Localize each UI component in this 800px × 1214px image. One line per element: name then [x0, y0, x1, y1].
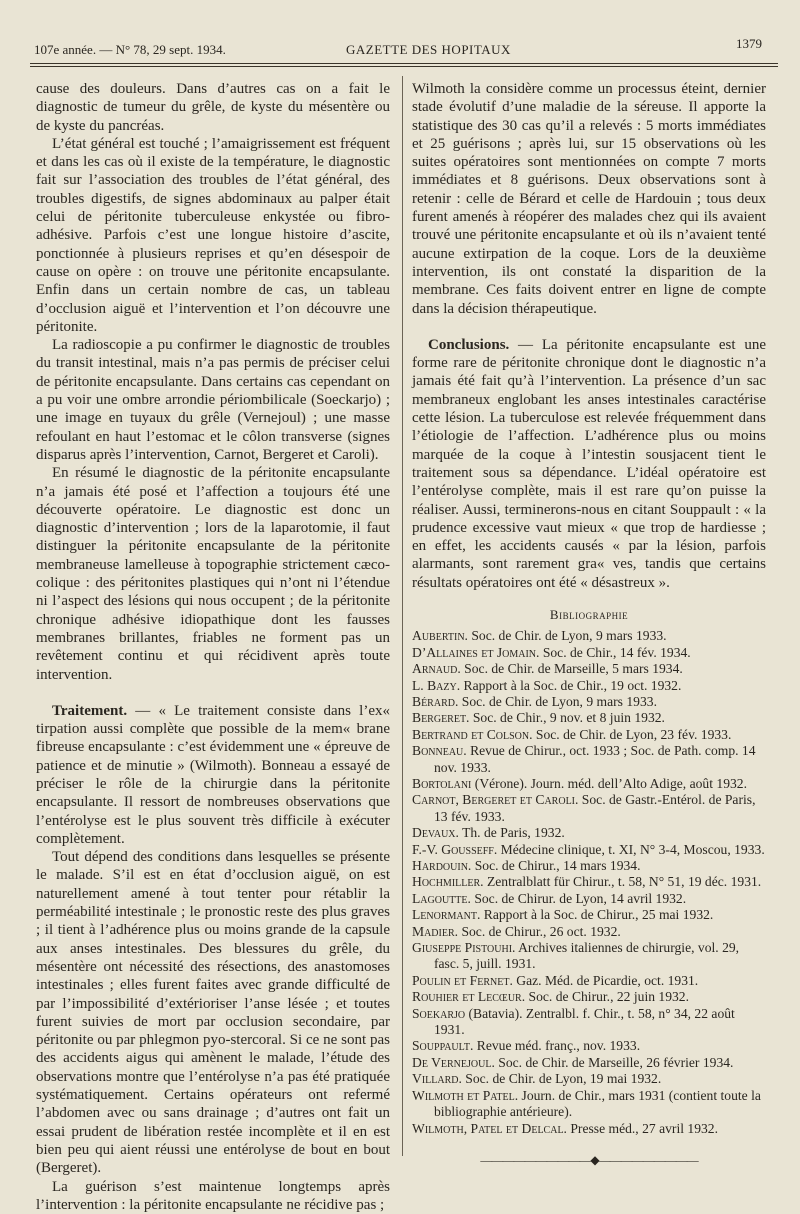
- entry-author: Villard.: [412, 1071, 462, 1087]
- entry-author: Bortolani: [412, 775, 472, 791]
- bibliography-entry: [412, 776, 766, 792]
- bibliography-entry: [412, 989, 766, 1005]
- entry-author: Hochmiller.: [412, 874, 484, 890]
- entry-author: D’Allaines et Jomain.: [412, 644, 540, 660]
- entry-author: Aubertin.: [412, 628, 468, 644]
- bibliography-entry: [412, 874, 766, 890]
- section-heading: Traitement.: [52, 702, 128, 719]
- entry-reference: Zentralblatt für Chirur., t. 58, N° 51, 19 déc. 1931.: [483, 874, 762, 890]
- journal-title: GAZETTE DES HOPITAUX: [346, 42, 511, 57]
- left-column: [36, 80, 390, 1214]
- bibliography-entry: [412, 1088, 766, 1121]
- entry-reference: Soc. de Chirur., 26 oct. 1932.: [458, 923, 621, 939]
- entry-author: Souppault.: [412, 1038, 474, 1054]
- header-rule: [30, 63, 778, 64]
- header-rule-thin: [30, 66, 778, 67]
- entry-author: Hardouin.: [412, 858, 472, 873]
- paragraph-treatment: [36, 702, 390, 848]
- bibliography-entry: [412, 694, 766, 710]
- bibliography-entry: [412, 743, 766, 776]
- paragraph: Tout dépend des conditions dans lesquelles se présente le malade. S’il est en état d’occlusion aiguë, on est naturellement amené à tout tenter pour rétablir la perméabilité intestinale ; le pronostic reste des plus graves ; il tient à l’adhérence plus ou moins grande de la capsule aux anses intestinales. Des blessures du grêle, du mésentère ont nécessité des résections, des anastomoses intestinales ; elles furent faites avec grande difficulté de par l’impossibilité d’extérioriser l’anse lésée ; et toutes furent suivies de mort par occlusion secondaire, par péritonite ou par phlegmon pyo-stercoral. Si ce ne sont pas des accidents aigus qui amènent le malade, l’étude des observations montre que l’entérolyse n’a pas été pratiquée systématiquement. Certains opérateurs ont refermé l’abdomen avec ou sans drainage ; d’autres ont fait un essai prudent de libération restée incomplète et il en est bien peu qui aient réussi une entérolyse de bout en bout (Bergeret).: [36, 849, 390, 1177]
- entry-author: Bérard.: [412, 693, 459, 709]
- entry-reference: Soc. de Gastr.-Entérol. de Paris, 13 fév. 1933.: [434, 792, 756, 824]
- entry-author: Devaux.: [412, 825, 459, 841]
- entry-reference: Soc. de Chirur., 22 juin 1932.: [525, 989, 689, 1005]
- entry-author: Bergeret.: [412, 710, 470, 726]
- end-ornament: ——————————◆—————————: [480, 1152, 698, 1167]
- entry-reference: Revue de Chirur., oct. 1933 ; Soc. de Path. comp. 14 nov. 1933.: [434, 743, 756, 775]
- paragraph-conclusions: [412, 336, 766, 592]
- paragraph-text: — « Le traitement consiste dans l’ex« tirpation aussi complète que possible de la mem« brane fibreuse encapsulante : c’est évidemment une « épreuve de patience et de minutie » (Wilmoth). Bonneau a essayé de préciser le rôle de la chirurgie dans la péritonite encapsulante. Il ressort de nombreuses observations que l’entérolyse est le plus souvent très difficile à exécuter complètement.: [36, 702, 390, 847]
- entry-author: Poulin et Fernet.: [412, 972, 513, 988]
- entry-reference: Soc. de Chirur., 14 mars 1934.: [471, 858, 641, 873]
- bibliography-entry: [412, 907, 766, 923]
- bibliography-entry: [412, 891, 766, 907]
- paragraph: La guérison s’est maintenue longtemps après l’intervention : la péritonite encapsulante ne récidive pas ;: [36, 1178, 390, 1213]
- entry-reference: Soc. de Chir., 9 nov. et 8 juin 1932.: [469, 710, 665, 726]
- entry-author: Soekarjo: [412, 1005, 466, 1021]
- bibliography-entry: [412, 1055, 766, 1071]
- bibliography-entry: [412, 710, 766, 726]
- entry-reference: Soc. de Chir. de Lyon, 19 mai 1932.: [461, 1071, 662, 1087]
- bibliography-entry: [412, 924, 766, 940]
- bibliography-entry: [412, 645, 766, 661]
- bibliography-entry: [412, 973, 766, 989]
- entry-reference: (Batavia). Zentralbl. f. Chir., t. 58, n° 34, 22 août 1931.: [434, 1005, 735, 1038]
- entry-reference: Soc. de Chir. de Marseille, 26 février 1934.: [494, 1054, 734, 1070]
- entry-author: Arnaud.: [412, 661, 461, 677]
- running-header: [30, 36, 770, 60]
- entry-author: De Vernejoul.: [412, 1054, 495, 1070]
- entry-reference: Journ. de Chir., mars 1931 (contient toute la bibliographie antérieure).: [434, 1087, 761, 1120]
- bibliography-entry: [412, 1071, 766, 1087]
- entry-reference: Rapport à la Soc. de Chir., 19 oct. 1932.: [460, 677, 682, 693]
- entry-reference: Soc. de Chir. de Lyon, 9 mars 1933.: [467, 628, 667, 644]
- bibliography-entry: [412, 842, 766, 858]
- entry-reference: (Vérone). Journ. méd. dell’Alto Adige, août 1932.: [471, 775, 747, 791]
- paragraph: En résumé le diagnostic de la péritonite encapsulante n’a jamais été posé et l’affection a toujours été une découverte opératoire. Le diagnostic est donc un diagnostic d’intervention ; lors de la laparotomie, il faut distinguer la péritonite encapsulante de la péritonite membraneuse lamelleuse à topographie strictement cæco-colique : des péritonites plastiques qui n’ont ni l’étendue ni l’aspect des lésions qui nous occupent ; de la péritonite chronique adhésive idiopathique dont les fausses membranes brillantes, friables ne forment pas un revêtement continu et qui récidivent après toute intervention.: [36, 465, 390, 683]
- page-number: 1379: [736, 36, 762, 51]
- bibliography-entry: [412, 792, 766, 825]
- entry-reference: Soc. de Chir. de Marseille, 5 mars 1934.: [460, 661, 683, 677]
- bibliography-entry: [412, 1038, 766, 1054]
- bibliography-entry: [412, 825, 766, 841]
- entry-reference: Revue méd. franç., nov. 1933.: [473, 1038, 641, 1054]
- paragraph: cause des douleurs. Dans d’autres cas on a fait le diagnostic de tumeur du grêle, de kyste du mésentère ou de kyste du pancréas.: [36, 81, 390, 134]
- entry-reference: Soc. de Chirur. de Lyon, 14 avril 1932.: [470, 890, 687, 906]
- entry-author: Rouhier et Lecœur.: [412, 989, 526, 1005]
- entry-author: Lagoutte.: [412, 890, 471, 906]
- paragraph-text: — La péritonite encapsulante est une forme rare de péritonite chronique dont le diagnostic n’a jamais été fait qu’à l’intervention. La présence d’un sac membraneux englobant les anses intestinales caractérise cette lésion. La tuberculose est relevée fréquemment dans l’étiologie de l’affection. L’adhérence plus ou moins marquée de la coque à l’intestin sousjacent tient le traitement sous sa dépendance. L’idéal opératoire est l’entérolyse complète, mais il est rare qu’on puisse la réaliser. Aussi, terminerons-nous en citant Souppault : « la prudence excessive vaut mieux « que trop de hardiesse ; en effet, les accidents causés « par la lésion, parfois alarmants, sont rarement gra« ves, tandis que certains résultats opératoires ont été « désastreux ».: [412, 336, 766, 591]
- bibliography-entry: [412, 727, 766, 743]
- entry-author: Bertrand et Colson.: [412, 726, 533, 742]
- bibliography-heading: Bibliographie: [549, 607, 629, 623]
- entry-reference: Soc. de Chir. de Lyon, 9 mars 1933.: [458, 693, 657, 709]
- column-divider: [402, 76, 403, 1156]
- entry-author: Lenormant.: [412, 907, 481, 923]
- paragraph: La radioscopie a pu confirmer le diagnostic de troubles du transit intestinal, mais n’a pas permis de préciser celui de péritonite encapsulante. Dans certains cas cependant on a pu voir une ombre arrondie périombilicale (Soeckarjo) ; une image en tuyaux du grêle (Vernejoul) ; une masse refoulant en haut l’estomac et le côlon transverse (signes disparus après l’intervention, Carnot, Bergeret et Caroli).: [36, 337, 390, 463]
- bibliography-entry: [412, 1121, 766, 1137]
- entry-reference: Médecine clinique, t. XI, N° 3-4, Moscou, 1933.: [497, 841, 765, 857]
- entry-reference: Soc. de Chir. de Lyon, 23 fév. 1933.: [532, 726, 732, 742]
- paragraph: Wilmoth la considère comme un processus éteint, dernier stade évolutif d’une maladie de la séreuse. Il apporte la statistique des 30 cas qu’il a relevés : 5 morts immédiates et 25 guérisons ; après lui, sur 15 observations où les suites opératoires sont mentionnées on compte 7 morts immédiates et 8 guérisons. Deux observations sont à retenir : celle de Bérard et celle de Hardouin ; tous deux furent amenés à réopérer des malades chez qui ils avaient trouvé une péritonite encapsulante et où ils n’avaient tenté aucune extirpation de la coque. Lors de la deuxième intervention, ils ont constaté la disparition de la membrane. Ces faits doivent entrer en ligne de compte dans la décision thérapeutique.: [412, 81, 766, 317]
- section-heading: Conclusions.: [428, 336, 510, 353]
- entry-author: Madier.: [412, 923, 459, 939]
- bibliography-list: [412, 628, 766, 1137]
- entry-reference: Soc. de Chir., 14 fév. 1934.: [539, 644, 691, 660]
- entry-reference: Th. de Paris, 1932.: [458, 825, 565, 841]
- entry-reference: Gaz. Méd. de Picardie, oct. 1931.: [512, 972, 699, 988]
- entry-author: F.-V. Gousseff.: [412, 841, 498, 857]
- entry-author: Bonneau.: [412, 743, 467, 759]
- bibliography-entry: [412, 661, 766, 677]
- paragraph: L’état général est touché ; l’amaigrissement est fréquent et dans les cas où il existe de la température, le diagnostic fait sur l’association des troubles de l’état général, des troubles digestifs, de signes abdominaux au palper était celui de péritonite tuberculeuse enkystée ou fibro-adhésive. Parfois c’est une longue histoire d’ascite, ponctionnée à plusieurs reprises et qu’en désespoir de cause on opère : on trouve une péritonite encapsulante. Enfin dans un certain nombre de cas, un tableau d’occlusion aiguë et l’intervention et l’on découvre une péritonite.: [36, 135, 390, 335]
- bibliography-entry: [412, 858, 766, 874]
- bibliography-entry: [412, 628, 766, 644]
- entry-reference: Rapport à la Soc. de Chirur., 25 mai 1932.: [480, 907, 714, 923]
- entry-author: Wilmoth et Patel.: [412, 1087, 519, 1103]
- issue-info: 107e année. — N° 78, 29 sept. 1934.: [34, 42, 226, 57]
- bibliography-entry: [412, 678, 766, 694]
- right-column: [412, 80, 766, 1169]
- entry-author: Giuseppe Pistouhi.: [412, 940, 516, 956]
- entry-reference: Presse méd., 27 avril 1932.: [566, 1120, 718, 1136]
- bibliography-entry: [412, 940, 766, 973]
- entry-author: Wilmoth, Patel et Delcal.: [412, 1120, 567, 1136]
- bibliography-entry: [412, 1006, 766, 1039]
- entry-reference: Archives italiennes de chirurgie, vol. 29, fasc. 5, juill. 1931.: [434, 940, 740, 972]
- entry-author: L. Bazy.: [412, 677, 461, 693]
- entry-author: Carnot, Bergeret et Caroli.: [412, 792, 579, 808]
